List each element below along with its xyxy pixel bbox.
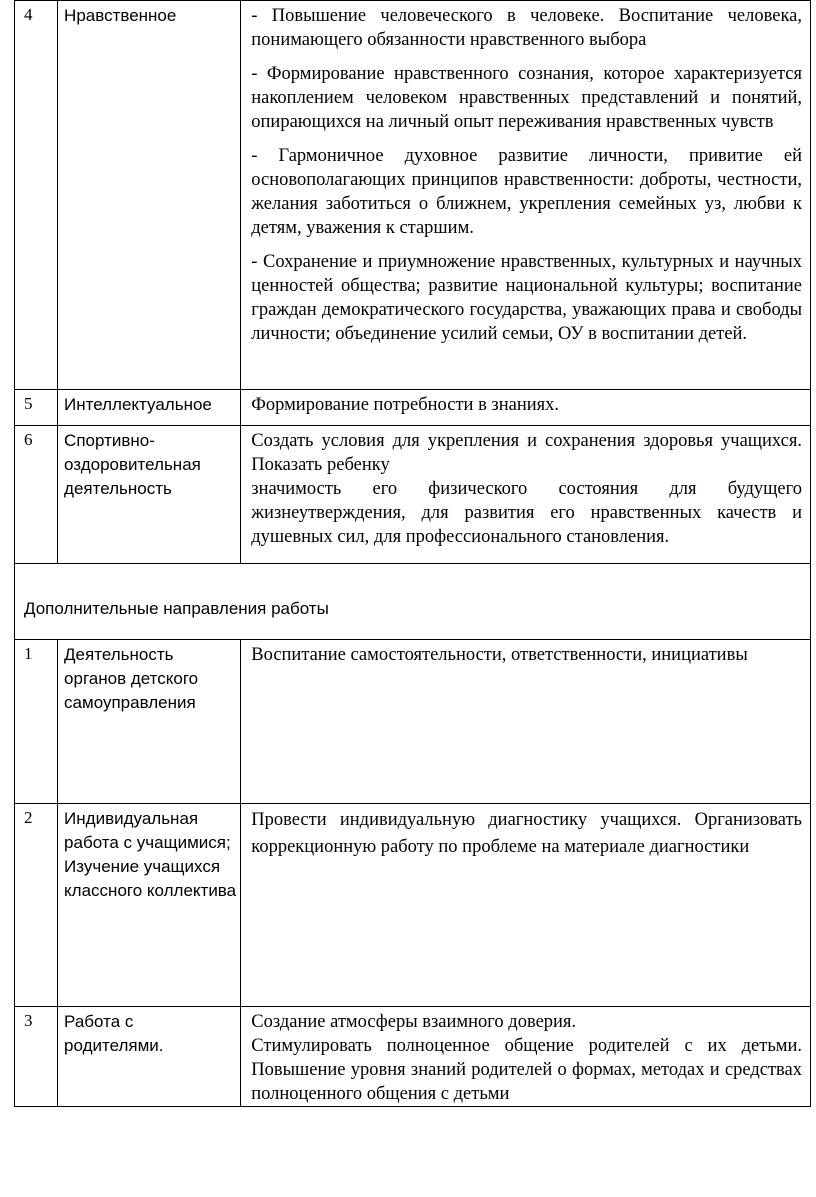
description-paragraph: - Формирование нравственного сознания, которое характеризуется накоплением человеком нравственных представлений и понятий, опирающихся на личный опыт переживания нравственных чувств bbox=[251, 64, 802, 132]
description-paragraph: - Сохранение и приумножение нравственных, культурных и научных ценностей общества; развитие национальной культуры; воспитание граждан демократического государства, уважающих права и свободы личности; объединение усилий семьи, ОУ в воспитании детей. bbox=[251, 252, 802, 344]
row-number: 3 bbox=[15, 1007, 58, 1107]
row-number: 2 bbox=[15, 804, 58, 1007]
table-row bbox=[15, 640, 811, 804]
direction-description bbox=[241, 1007, 811, 1107]
section-title: Дополнительные направления работы bbox=[15, 564, 811, 640]
direction-name: Деятельность органов детского самоуправления bbox=[58, 640, 241, 804]
direction-description bbox=[241, 426, 811, 564]
direction-name: Работа с родителями. bbox=[58, 1007, 241, 1107]
direction-name: Интеллектуальное bbox=[58, 390, 241, 426]
direction-description bbox=[241, 804, 811, 1007]
table-row bbox=[15, 426, 811, 564]
table-row bbox=[15, 1, 811, 390]
directions-table bbox=[14, 0, 811, 1107]
section-row bbox=[15, 564, 811, 640]
description-paragraph: Создание атмосферы взаимного доверия. bbox=[251, 1012, 577, 1032]
description-paragraph: Создать условия для укрепления и сохранения здоровья учащихся. Показать ребенку bbox=[251, 431, 802, 475]
description-paragraph: - Гармоничное духовное развитие личности, привитие ей основополагающих принципов нравственности: доброты, честности, желания заботиться о ближнем, укрепления семейных уз, любви к детям, уважения к старшим. bbox=[251, 146, 802, 238]
row-number: 6 bbox=[15, 426, 58, 564]
direction-name: Спортивно-оздоровительная деятельность bbox=[58, 426, 241, 564]
description-paragraph: Формирование потребности в знаниях. bbox=[251, 395, 560, 415]
description-paragraph: Воспитание самостоятельности, ответственности, инициативы bbox=[251, 645, 748, 665]
row-number: 5 bbox=[15, 390, 58, 426]
description-paragraph: значимость его физического состояния для будущего жизнеутверждения, для развития его нравственных качеств и душевных сил, для профессионального становления. bbox=[251, 479, 802, 547]
row-number: 1 bbox=[15, 640, 58, 804]
table-row bbox=[15, 1007, 811, 1107]
description-paragraph: Провести индивидуальную диагностику учащихся. Организовать коррекционную работу по проблеме на материале диагностики bbox=[251, 810, 802, 857]
direction-name: Нравственное bbox=[58, 1, 241, 390]
direction-name: Индивидуальная работа с учащимися; Изучение учащихся классного коллектива bbox=[58, 804, 241, 1007]
description-paragraph: - Повышение человеческого в человеке. Воспитание человека, понимающего обязанности нравственного выбора bbox=[251, 6, 802, 50]
description-paragraph: Стимулировать полноценное общение родителей с их детьми. Повышение уровня знаний родителей о формах, методах и средствах полноценного общения с детьми bbox=[251, 1036, 802, 1104]
direction-description bbox=[241, 640, 811, 804]
direction-description bbox=[241, 1, 811, 390]
table-row bbox=[15, 390, 811, 426]
direction-description bbox=[241, 390, 811, 426]
table-row bbox=[15, 804, 811, 1007]
row-number: 4 bbox=[15, 1, 58, 390]
